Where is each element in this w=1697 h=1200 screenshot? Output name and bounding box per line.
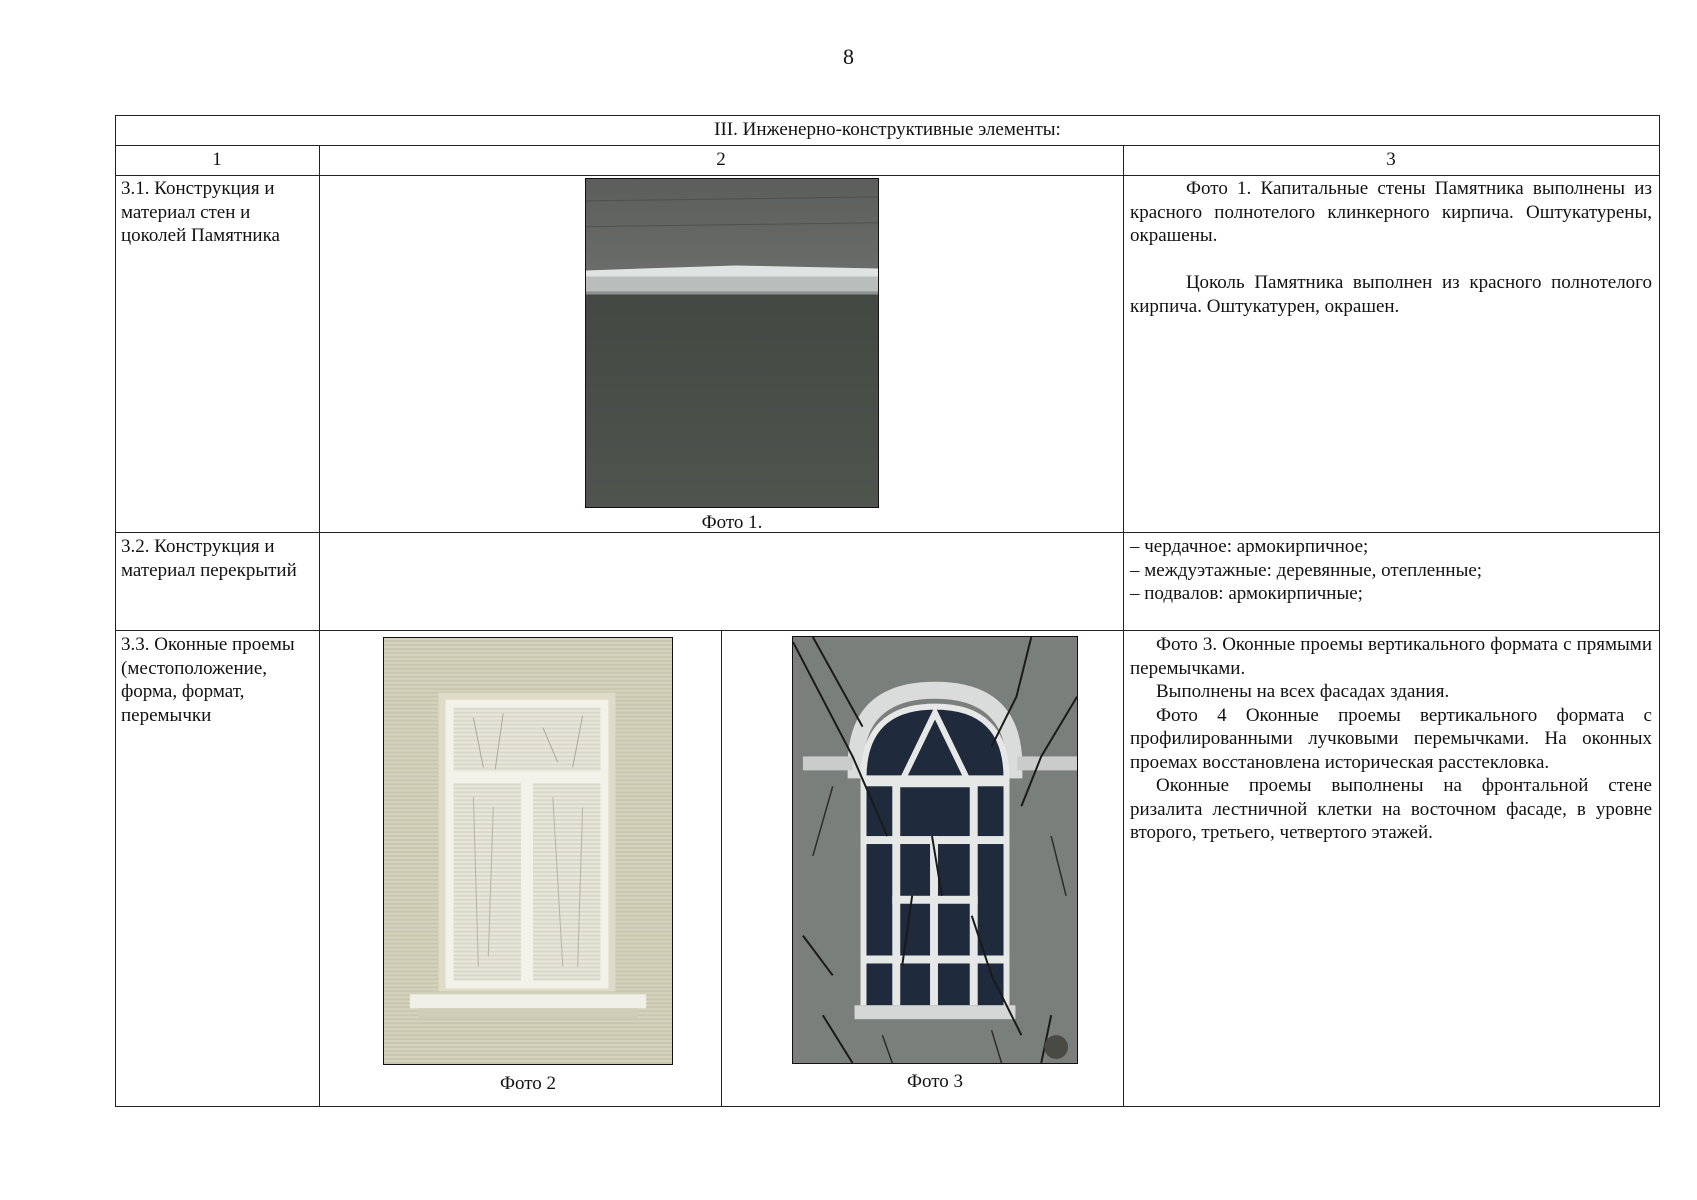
row-label: 3.2. Конструкция и материал перекрытий xyxy=(121,536,297,581)
table-border-left xyxy=(115,115,116,1107)
page-number: 8 xyxy=(843,44,854,69)
photo-caption: Фото 3 xyxy=(906,1071,964,1092)
photo-1-wall xyxy=(585,178,879,508)
description-paragraph: Фото 3. Оконные проемы вертикального формата с прямыми перемычками. xyxy=(1130,634,1652,679)
row-divider xyxy=(115,630,1660,631)
column-header: 2 xyxy=(716,149,726,170)
table-border-right xyxy=(1659,115,1660,1107)
row-divider xyxy=(115,532,1660,533)
window-photo-image xyxy=(384,638,672,1064)
row-label: 3.3. Оконные проемы (местоположение, форма, формат, перемычки xyxy=(121,634,295,726)
arched-window-photo-image xyxy=(793,637,1077,1063)
list-item: – подвалов: армокирпичные; xyxy=(1130,583,1363,604)
row-items xyxy=(1130,535,1652,606)
column-divider xyxy=(319,145,320,1107)
column-divider xyxy=(721,630,722,1107)
row-description xyxy=(1130,177,1652,318)
description-paragraph: Фото 1. Капитальные стены Памятника выполнены из красного полнотелого клинкерного кирпича. Оштукатурены, окрашены. xyxy=(1130,178,1652,246)
row-description xyxy=(1130,633,1652,845)
photo-caption: Фото 2 xyxy=(499,1073,557,1094)
table-border-top xyxy=(115,115,1660,116)
section-title: III. Инженерно-конструктивные элементы: xyxy=(714,119,1061,140)
wall-photo-image xyxy=(586,179,878,507)
description-paragraph: Фото 4 Оконные проемы вертикального формата с профилированными лучковыми перемычками. На оконных проемах восстановлена историческая расстекловка. xyxy=(1130,704,1652,773)
column-header: 3 xyxy=(1386,149,1396,170)
column-header: 1 xyxy=(212,149,222,170)
description-paragraph: Цоколь Памятника выполнен из красного полнотелого кирпича. Оштукатурен, окрашен. xyxy=(1130,272,1652,317)
row-divider xyxy=(115,145,1660,146)
photo-3-arched-window xyxy=(792,636,1078,1064)
description-paragraph: Оконные проемы выполнены на фронтальной стене ризалита лестничной клетки на восточном фасаде, в уровне второго, третьего, четвертого этажей. xyxy=(1130,775,1652,843)
row-label: 3.1. Конструкция и материал стен и цоколей Памятника xyxy=(121,178,280,246)
photo-caption: Фото 1. xyxy=(701,512,763,533)
engineering-elements-table xyxy=(115,115,1660,1107)
column-divider xyxy=(1123,145,1124,1107)
photo-2-window xyxy=(383,637,673,1065)
description-paragraph: Выполнены на всех фасадах здания. xyxy=(1156,681,1450,702)
row-divider xyxy=(115,175,1660,176)
list-item: – междуэтажные: деревянные, отепленные; xyxy=(1130,559,1483,581)
table-border-bottom xyxy=(115,1106,1660,1107)
list-item: – чердачное: армокирпичное; xyxy=(1130,536,1369,557)
